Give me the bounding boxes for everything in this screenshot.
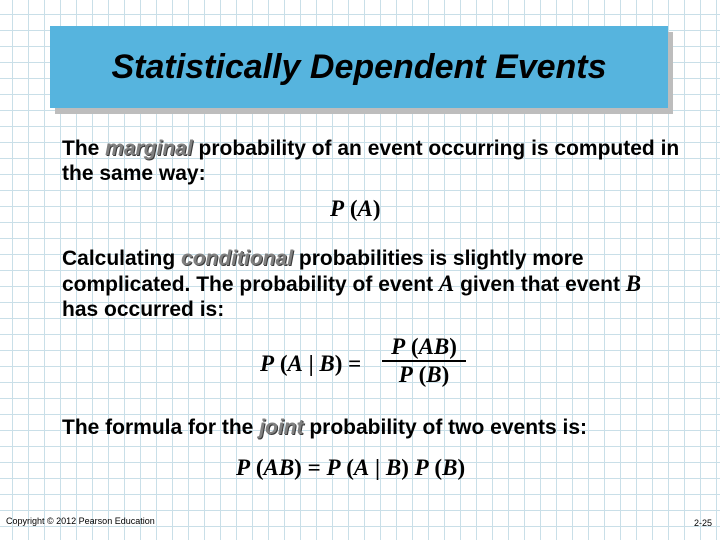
- joint-o2: (: [340, 455, 354, 480]
- conditional-text-mid2: given that event: [454, 273, 626, 296]
- den-p: P: [398, 362, 413, 387]
- conditional-text-mid: probabilities is slightly more complicated. The probability of event: [62, 247, 584, 296]
- joint-bar: |: [369, 455, 386, 480]
- cond-lhs-p: P: [260, 351, 275, 376]
- conditional-keyword: conditional: [181, 247, 294, 270]
- den-close: ): [441, 362, 450, 387]
- marginal-formula-open: (: [344, 196, 358, 221]
- cond-lhs-a: A: [287, 351, 303, 376]
- marginal-formula: [330, 196, 381, 222]
- marginal-text-post: probability of an event occurring is computed in the same way:: [62, 137, 680, 185]
- marginal-formula-var: A: [357, 196, 373, 221]
- num-p: P: [391, 334, 406, 359]
- joint-formula: [236, 455, 465, 481]
- conditional-var-b: B: [625, 271, 642, 296]
- joint-p3: P: [414, 455, 429, 480]
- joint-p1: P: [236, 455, 251, 480]
- den-var: B: [426, 362, 442, 387]
- conditional-text-post: has occurred is:: [62, 298, 225, 321]
- page-number: 2-25: [693, 518, 712, 528]
- conditional-var-a: A: [438, 271, 455, 296]
- conditional-text-pre: Calculating: [62, 247, 182, 270]
- marginal-paragraph: [62, 136, 682, 186]
- joint-c2: ): [401, 455, 415, 480]
- joint-c1: ) =: [294, 455, 327, 480]
- num-open: (: [405, 334, 419, 359]
- num-var: AB: [418, 334, 450, 359]
- joint-p2: P: [326, 455, 341, 480]
- joint-text-post: probability of two events is:: [303, 416, 588, 439]
- cond-lhs-bar: |: [302, 351, 320, 376]
- cond-lhs-open: (: [274, 351, 288, 376]
- copyright-notice: Copyright © 2012 Pearson Education: [6, 516, 155, 526]
- marginal-formula-p: P: [330, 196, 345, 221]
- joint-c3: ): [457, 455, 466, 480]
- joint-paragraph: [62, 415, 682, 440]
- den-open: (: [412, 362, 427, 387]
- num-close: ): [449, 334, 457, 359]
- fraction-denominator: [378, 362, 470, 388]
- marginal-text-pre: The: [62, 137, 106, 160]
- joint-o3: (: [428, 455, 443, 480]
- joint-o1: (: [250, 455, 264, 480]
- cond-lhs-close: ) =: [334, 351, 362, 376]
- slide-title: Statistically Dependent Events: [111, 47, 607, 86]
- fraction-numerator: [378, 334, 470, 360]
- conditional-formula-lhs: [260, 351, 361, 377]
- title-banner: [50, 26, 668, 108]
- conditional-paragraph: [62, 246, 682, 322]
- joint-text-pre: The formula for the: [62, 416, 260, 439]
- cond-lhs-b: B: [319, 351, 335, 376]
- joint-v1: AB: [263, 455, 295, 480]
- joint-keyword: joint: [259, 416, 304, 439]
- joint-v3: B: [442, 455, 458, 480]
- marginal-keyword: marginal: [105, 137, 193, 160]
- marginal-formula-close: ): [372, 196, 381, 221]
- conditional-formula-fraction: [378, 334, 470, 388]
- joint-v2a: A: [353, 455, 370, 480]
- joint-v2b: B: [385, 455, 402, 480]
